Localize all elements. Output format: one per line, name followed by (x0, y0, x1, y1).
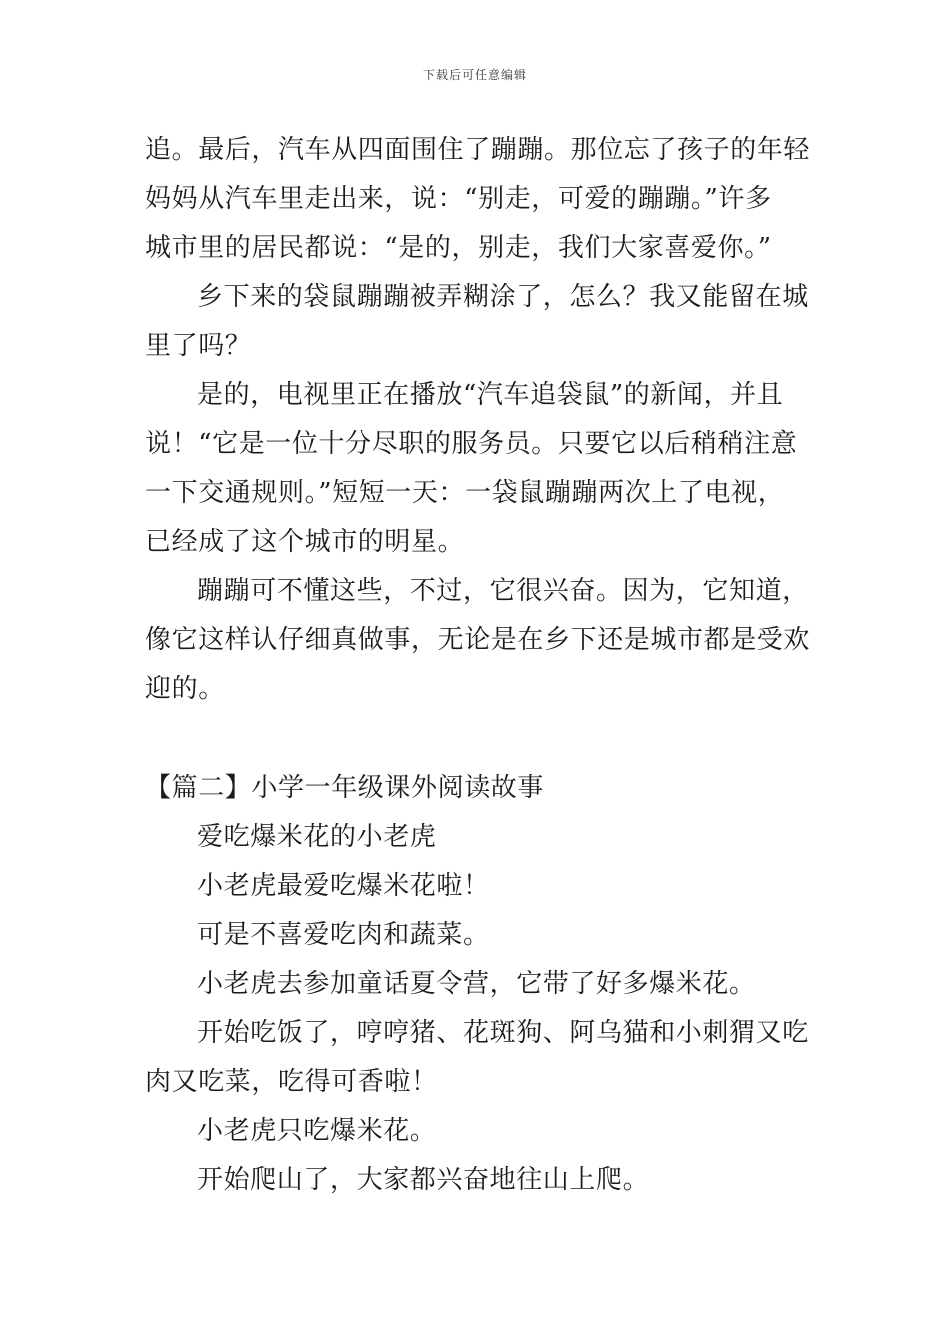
section-spacer (145, 714, 810, 764)
paragraph-line: 像它这样认仔细真做事，无论是在乡下还是城市都是受欢 (145, 625, 810, 655)
document-body (145, 126, 810, 1205)
paragraph-line: 肉又吃菜，吃得可香啦！ (145, 1067, 438, 1097)
paragraph-line: 妈妈从汽车里走出来，说：“别走，可爱的蹦蹦。”许多 (145, 184, 772, 214)
page-header-note: 下载后可任意编辑 (422, 68, 527, 82)
paragraph-line: 追。最后，汽车从四面围住了蹦蹦。那位忘了孩子的年轻 (145, 135, 810, 165)
paragraph-line: 已经成了这个城市的明星。 (145, 527, 465, 557)
section-heading: 【篇二】小学一年级课外阅读故事 (145, 773, 545, 803)
paragraph-line: 乡下来的袋鼠蹦蹦被弄糊涂了，怎么？我又能留在城 (197, 282, 809, 312)
paragraph-line: 可是不喜爱吃肉和蔬菜。 (197, 920, 490, 950)
paragraph-line: 小老虎只吃爆米花。 (197, 1116, 437, 1146)
paragraph-line: 小老虎最爱吃爆米花啦！ (197, 871, 490, 901)
paragraph-line: 里了吗？ (145, 331, 252, 361)
paragraph-line: 迎的。 (145, 674, 225, 704)
paragraph-line: 小老虎去参加童话夏令营，它带了好多爆米花。 (197, 969, 756, 999)
paragraph-line: 蹦蹦可不懂这些，不过，它很兴奋。因为，它知道， (197, 576, 809, 606)
paragraph-line: 是的，电视里正在播放“汽车追袋鼠”的新闻，并且 (197, 380, 784, 410)
paragraph-line: 开始吃饭了，哼哼猪、花斑狗、阿乌猫和小刺猬又吃 (197, 1018, 809, 1048)
paragraph-line: 城市里的居民都说：“是的，别走，我们大家喜爱你。” (145, 233, 772, 263)
story-title: 爱吃爆米花的小老虎 (197, 822, 437, 852)
paragraph-line: 说！“它是一位十分尽职的服务员。只要它以后稍稍注意 (145, 429, 798, 459)
paragraph-line: 开始爬山了，大家都兴奋地往山上爬。 (197, 1165, 650, 1195)
paragraph-line: 一下交通规则。”短短一天：一袋鼠蹦蹦两次上了电视， (145, 478, 785, 508)
